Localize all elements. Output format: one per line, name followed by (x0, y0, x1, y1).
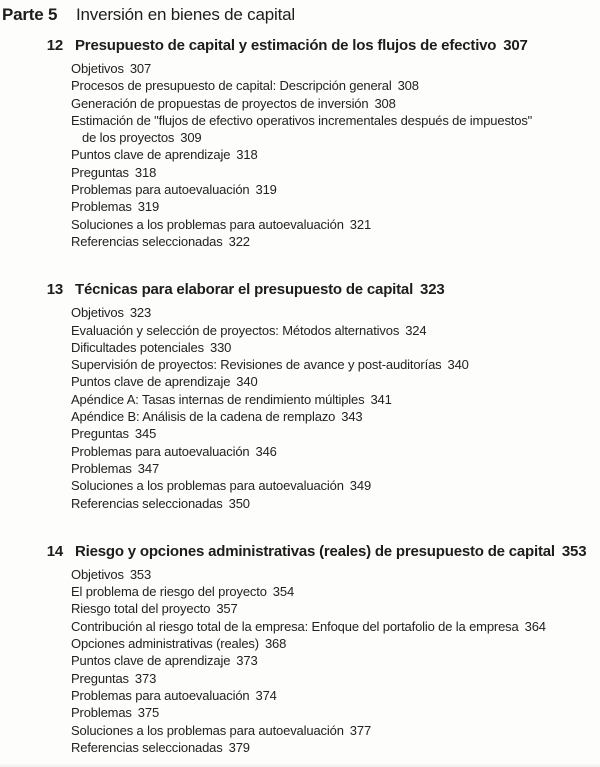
toc-item-page: 374 (255, 687, 277, 703)
toc-item-page: 353 (129, 566, 152, 582)
toc-item (71, 391, 600, 408)
toc-item-page: 373 (134, 670, 157, 686)
toc-item-continuation (71, 129, 600, 146)
toc-item (71, 181, 600, 198)
toc-item-label: Problemas (71, 705, 132, 721)
chapter-title: Riesgo y opciones administrativas (reales) de presupuesto de capital (75, 542, 555, 560)
toc-item-page: 368 (264, 636, 287, 652)
toc-item-label: Puntos clave de aprendizaje (71, 374, 231, 390)
chapter-heading (2, 542, 600, 561)
toc-item (71, 583, 600, 600)
toc-item-label: Referencias seleccionadas (71, 495, 223, 511)
toc-item-page: 377 (349, 722, 372, 738)
toc-item (71, 687, 600, 704)
chapter-section-13 (2, 280, 600, 512)
part-number-label: Parte 5 (2, 5, 58, 24)
toc-item (71, 164, 600, 181)
toc-item-page: 373 (236, 653, 258, 669)
toc-item-page: 340 (236, 374, 258, 390)
toc-item-label: Objetivos (71, 566, 124, 582)
toc-item-page: 375 (137, 705, 160, 721)
toc-item-label: Objetivos (71, 305, 124, 321)
toc-item (71, 77, 600, 94)
chapter-section-12 (2, 36, 600, 250)
toc-item (71, 146, 600, 163)
toc-item (71, 739, 600, 756)
toc-item-label: Apéndice B: Análisis de la cadena de remplazo (71, 409, 336, 425)
toc-item (71, 408, 600, 425)
toc-item-page: 345 (134, 426, 157, 442)
chapter-number: 12 (46, 37, 63, 54)
toc-item (71, 304, 600, 321)
toc-item-label: El problema de riesgo del proyecto (71, 584, 267, 600)
toc-item (71, 670, 600, 687)
toc-item-page: 319 (255, 182, 277, 198)
chapter-page-number: 307 (503, 37, 528, 54)
toc-item-label: Problemas (71, 460, 132, 476)
toc-item-page: 318 (134, 164, 157, 180)
toc-item (71, 652, 600, 669)
toc-item (71, 95, 600, 112)
toc-item (71, 373, 600, 390)
toc-item (71, 566, 600, 583)
toc-item (71, 618, 600, 635)
toc-item (71, 443, 600, 460)
toc-item-page: 321 (349, 216, 372, 232)
toc-item-page: 357 (216, 601, 238, 617)
toc-item-label: Apéndice A: Tasas internas de rendimiento múltiples (71, 391, 365, 407)
toc-item-page: 323 (129, 305, 152, 321)
toc-item (71, 635, 600, 652)
chapter-number: 13 (46, 281, 63, 299)
toc-item-page: 346 (255, 443, 277, 459)
toc-item (71, 356, 600, 373)
toc-item-page: 354 (272, 584, 295, 600)
toc-item (71, 198, 600, 215)
toc-item (71, 600, 600, 617)
toc-item-page: 307 (129, 61, 152, 76)
toc-item (71, 322, 600, 339)
toc-item-label: Problemas para autoevaluación (71, 182, 250, 198)
chapter-page-number: 353 (561, 542, 587, 560)
toc-item (71, 60, 600, 77)
toc-item-label: Generación de propuestas de proyectos de inversión (71, 95, 369, 111)
chapter-number: 14 (46, 542, 63, 560)
toc-item-page: 340 (447, 357, 469, 373)
toc-item (71, 495, 600, 512)
toc-item-label: Procesos de presupuesto de capital: Descripción general (71, 78, 392, 94)
toc-item (71, 112, 600, 129)
toc-item (71, 460, 600, 477)
chapter-page-number: 323 (420, 281, 445, 299)
toc-item-label: Estimación de "flujos de efectivo operativos incrementales después de impuestos" (71, 112, 533, 128)
toc-item-page: 322 (228, 233, 250, 249)
chapter-title: Presupuesto de capital y estimación de los flujos de efectivo (75, 37, 497, 54)
toc-item-label: Problemas para autoevaluación (71, 687, 250, 703)
toc-item-label: Referencias seleccionadas (71, 233, 223, 249)
toc-item-page: 308 (374, 95, 396, 111)
toc-item-label: Supervisión de proyectos: Revisiones de avance y post-auditorías (71, 357, 442, 373)
toc-item (71, 216, 600, 233)
toc-item-page: 324 (405, 322, 427, 338)
chapter-item-list (71, 60, 600, 250)
toc-item-label: Problemas (71, 199, 132, 215)
toc-item-label: Dificultades potenciales (71, 339, 204, 355)
toc-item-page: 330 (209, 339, 232, 355)
part-title: Inversión en bienes de capital (76, 5, 295, 24)
chapter-item-list (71, 566, 600, 756)
toc-item-label: Preguntas (71, 670, 129, 686)
toc-item-label: Soluciones a los problemas para autoevaluación (71, 216, 344, 232)
toc-item-page: 349 (349, 478, 372, 494)
toc-item-label: Objetivos (71, 61, 124, 76)
toc-item-page: 343 (341, 409, 363, 425)
toc-item (71, 233, 600, 250)
toc-item-label: Problemas para autoevaluación (71, 443, 250, 459)
toc-item-label: Evaluación y selección de proyectos: Métodos alternativos (71, 322, 400, 338)
chapter-title: Técnicas para elaborar el presupuesto de capital (75, 281, 414, 299)
toc-item-page: 350 (228, 495, 250, 511)
toc-item (71, 339, 600, 356)
toc-item-label: Puntos clave de aprendizaje (71, 653, 231, 669)
toc-item-label: Preguntas (71, 426, 129, 442)
toc-item-page: 341 (370, 391, 392, 407)
chapter-heading (2, 36, 600, 55)
toc-item-page: 379 (228, 739, 250, 755)
toc-item-label: Contribución al riesgo total de la empresa: Enfoque del portafolio de la empresa (71, 618, 519, 634)
toc-item-label: Preguntas (71, 164, 129, 180)
chapter-heading (2, 280, 600, 299)
toc-item (71, 425, 600, 442)
toc-item-page: 318 (236, 147, 258, 163)
toc-item (71, 722, 600, 739)
toc-item (71, 477, 600, 494)
toc-item-label: Soluciones a los problemas para autoevaluación (71, 722, 344, 738)
toc-item-label: Puntos clave de aprendizaje (71, 147, 231, 163)
toc-item-page: 309 (180, 130, 202, 146)
toc-item-page: 308 (397, 78, 419, 94)
toc-item (71, 704, 600, 721)
part-heading (2, 5, 600, 25)
toc-item-page: 364 (524, 618, 546, 634)
toc-item-label: Referencias seleccionadas (71, 739, 223, 755)
chapter-item-list (71, 304, 600, 512)
toc-item-label: Riesgo total del proyecto (71, 601, 211, 617)
toc-item-page: 347 (137, 460, 160, 476)
toc-item-page: 319 (137, 199, 160, 215)
toc-item-label: Opciones administrativas (reales) (71, 636, 259, 652)
toc-item-label: Soluciones a los problemas para autoevaluación (71, 478, 344, 494)
toc-item-label: de los proyectos (82, 130, 175, 146)
chapter-section-14 (2, 542, 600, 756)
